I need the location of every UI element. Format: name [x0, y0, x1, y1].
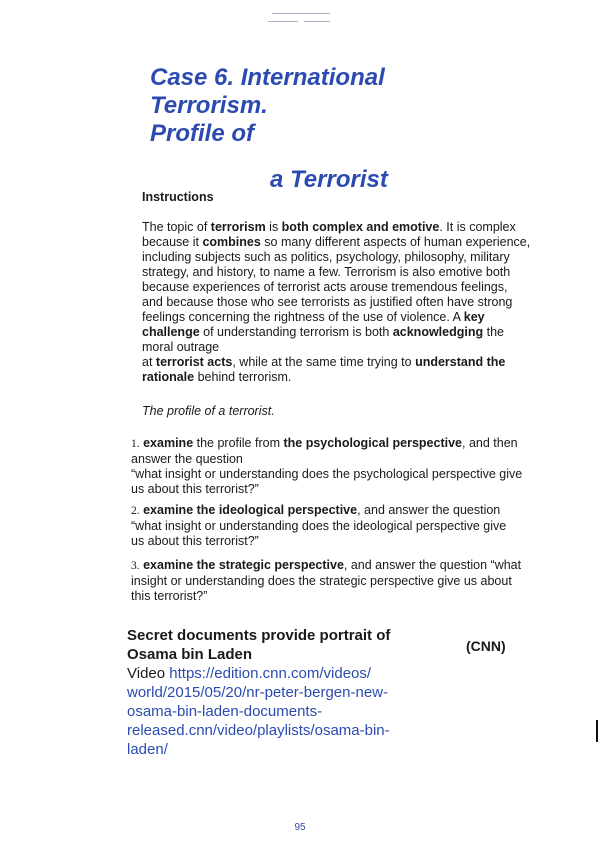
- title-line-3: Profile of: [150, 120, 255, 147]
- instructions-heading: Instructions: [142, 190, 214, 204]
- page-number: 95: [294, 822, 306, 833]
- video-reference: [127, 664, 427, 759]
- question-2: 2. examine the ideological perspective, and answer the question “what insight or understanding does the ideological perspective give us about this terrorist?”: [131, 503, 507, 548]
- profile-label: The profile of a terrorist.: [142, 404, 275, 418]
- intro-paragraph: The topic of terrorism is both complex and emotive. It is complex because it combines so many different aspects of human experience, including subjects such as politics, psychology, philosophy, military strategy, and history, to name a few. Terrorism is also emotive both because experiences of terrorist acts arouse tremendous feelings, and because those who see terrorists as justified often have strong feelings concerning the rightness of the use of violence. A key challenge of understanding terrorism is both acknowledging the moral outrage at terrorist acts, while at the same time trying to understand the rationale behind terrorism.: [142, 220, 531, 384]
- cnn-article-heading: Secret documents provide portrait of Osama bin Laden: [127, 627, 391, 663]
- title-line-1: Case 6. International: [150, 64, 385, 91]
- title-line-4: a Terrorist: [270, 166, 388, 193]
- video-link[interactable]: Video https://edition.cnn.com/videos/ world/2015/05/20/nr-peter-bergen-new- osama-bin-laden-documents- released.cnn/video/playlists/osama-bin- laden/: [127, 665, 390, 758]
- question-3: 3. examine the strategic perspective, and answer the question “what insight or understanding does the strategic perspective give us about this terrorist?”: [131, 558, 522, 603]
- margin-marker: [596, 720, 598, 742]
- question-1: 1. examine the profile from the psychological perspective, and then answer the question “what insight or understanding does the psychological perspective give us about this terrorist?”: [131, 436, 523, 496]
- title-line-2: Terrorism.: [150, 92, 268, 119]
- cnn-source-label: (CNN): [466, 638, 506, 654]
- header-rule: [268, 13, 334, 22]
